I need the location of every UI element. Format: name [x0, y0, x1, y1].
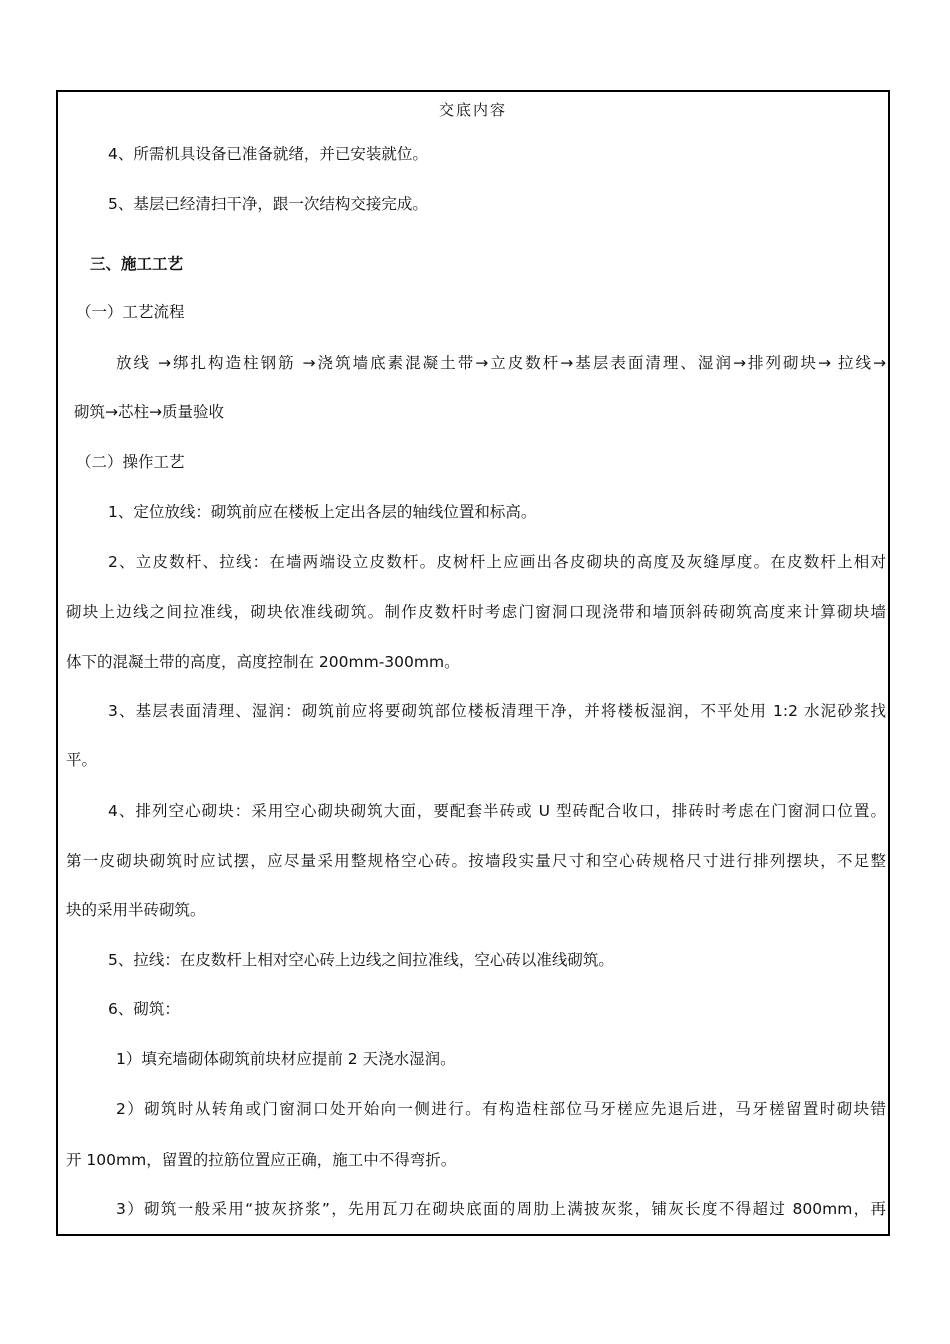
paragraph-line: （二）操作工艺: [76, 453, 185, 471]
section-header: 交底内容: [438, 101, 507, 119]
paragraph-line: 砌筑→芯柱→质量验收: [74, 403, 224, 421]
paragraph-line: 3）砌筑一般采用“披灰挤浆”，先用瓦刀在砌块底面的周肋上满披灰浆，铺灰长度不得超过 800mm，再: [116, 1200, 886, 1218]
paragraph-line: 砌块上边线之间拉准线，砌块依准线砌筑。制作皮数杆时考虑门窗洞口现浇带和墙顶斜砖砌筑高度来计算砌块墙: [66, 603, 886, 621]
paragraph-line: 体下的混凝土带的高度，高度控制在 200mm-300mm。: [66, 653, 460, 671]
paragraph-line: 5、基层已经清扫干净，跟一次结构交接完成。: [108, 195, 428, 213]
paragraph-line: 1）填充墙砌体砌筑前块材应提前 2 天浇水湿润。: [116, 1050, 456, 1068]
paragraph-line: 1、定位放线：砌筑前应在楼板上定出各层的轴线位置和标高。: [108, 503, 537, 521]
paragraph-line: 4、排列空心砌块：采用空心砌块砌筑大面，要配套半砖或 U 型砖配合收口，排砖时考虑在门窗洞口位置。: [108, 802, 886, 820]
paragraph-line: 3、基层表面清理、湿润：砌筑前应将要砌筑部位楼板清理干净，并将楼板湿润，不平处用 1:2 水泥砂浆找: [108, 702, 886, 720]
paragraph-line: 4、所需机具设备已准备就绪，并已安装就位。: [108, 145, 428, 163]
paragraph-line: 2）砌筑时从转角或门窗洞口处开始向一侧进行。有构造柱部位马牙槎应先退后进，马牙槎留置时砌块错: [116, 1100, 886, 1118]
section-heading: 三、施工工艺: [90, 255, 184, 273]
paragraph-line: 块的采用半砖砌筑。: [66, 901, 206, 919]
paragraph-line: 开 100mm，留置的拉筋位置应正确，施工中不得弯折。: [66, 1151, 457, 1169]
paragraph-line: 2、立皮数杆、拉线：在墙两端设立皮数杆。皮树杆上应画出各皮砌块的高度及灰缝厚度。在皮数杆上相对: [108, 553, 886, 571]
paragraph-line: 6、砌筑：: [108, 1000, 180, 1018]
paragraph-line: 放线 →绑扎构造柱钢筋 →浇筑墙底素混凝土带→立皮数杆→基层表面清理、湿润→排列砌块→ 拉线→: [116, 354, 886, 372]
paragraph-line: （一）工艺流程: [76, 303, 185, 321]
paragraph-line: 平。: [66, 751, 98, 769]
paragraph-line: 5、拉线：在皮数杆上相对空心砖上边线之间拉准线，空心砖以准线砌筑。: [108, 951, 614, 969]
paragraph-line: 第一皮砌块砌筑时应试摆，应尽量采用整规格空心砖。按墙段实量尺寸和空心砖规格尺寸进行排列摆块，不足整: [66, 852, 886, 870]
